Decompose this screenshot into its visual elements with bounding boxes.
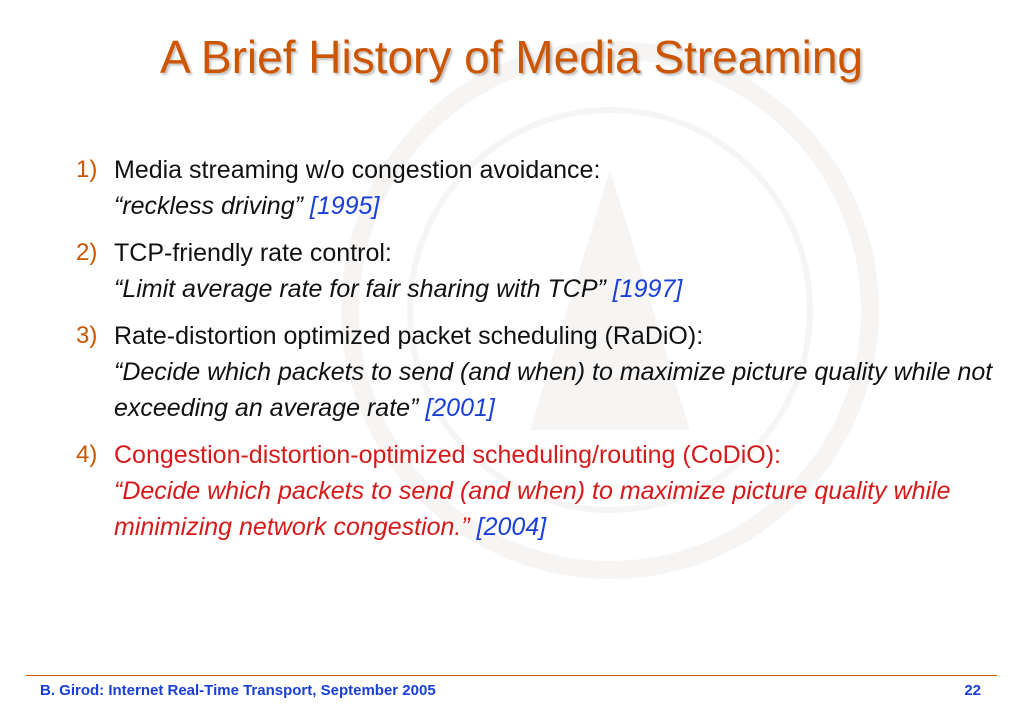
item-number: 1): [76, 156, 98, 183]
item-year: [2001]: [425, 394, 495, 422]
footer-divider: [26, 675, 997, 676]
item-heading: Rate-distortion optimized packet scheduling (RaDiO):: [114, 322, 704, 350]
item-number: 3): [76, 322, 98, 349]
footer-citation: B. Girod: Internet Real-Time Transport, September 2005: [40, 682, 436, 699]
slide-title: A Brief History of Media Streaming: [159, 31, 864, 83]
item-quote: “Decide which packets to send (and when) to maximize picture quality while minimizing network congestion.”: [114, 477, 951, 541]
item-heading: Media streaming w/o congestion avoidance:: [114, 156, 601, 184]
list-item-4: [76, 437, 1006, 545]
item-heading: Congestion-distortion-optimized scheduling/routing (CoDiO):: [114, 441, 781, 469]
item-quote: “Limit average rate for fair sharing with TCP”: [114, 275, 606, 303]
item-number: 2): [76, 239, 98, 266]
item-heading: TCP-friendly rate control:: [114, 239, 392, 267]
item-year: [1995]: [309, 192, 380, 220]
item-year: [1997]: [612, 275, 683, 303]
history-list: [76, 152, 1006, 556]
list-item-2: [76, 235, 1006, 307]
list-item-1: [76, 152, 1006, 224]
list-item-3: [76, 318, 1006, 426]
item-number: 4): [76, 441, 98, 468]
page-number: 22: [964, 682, 981, 699]
item-quote: “Decide which packets to send (and when) to maximize picture quality while not exceeding an average rate”: [114, 358, 993, 422]
item-year: [2004]: [476, 513, 547, 541]
item-quote: “reckless driving”: [114, 192, 303, 220]
